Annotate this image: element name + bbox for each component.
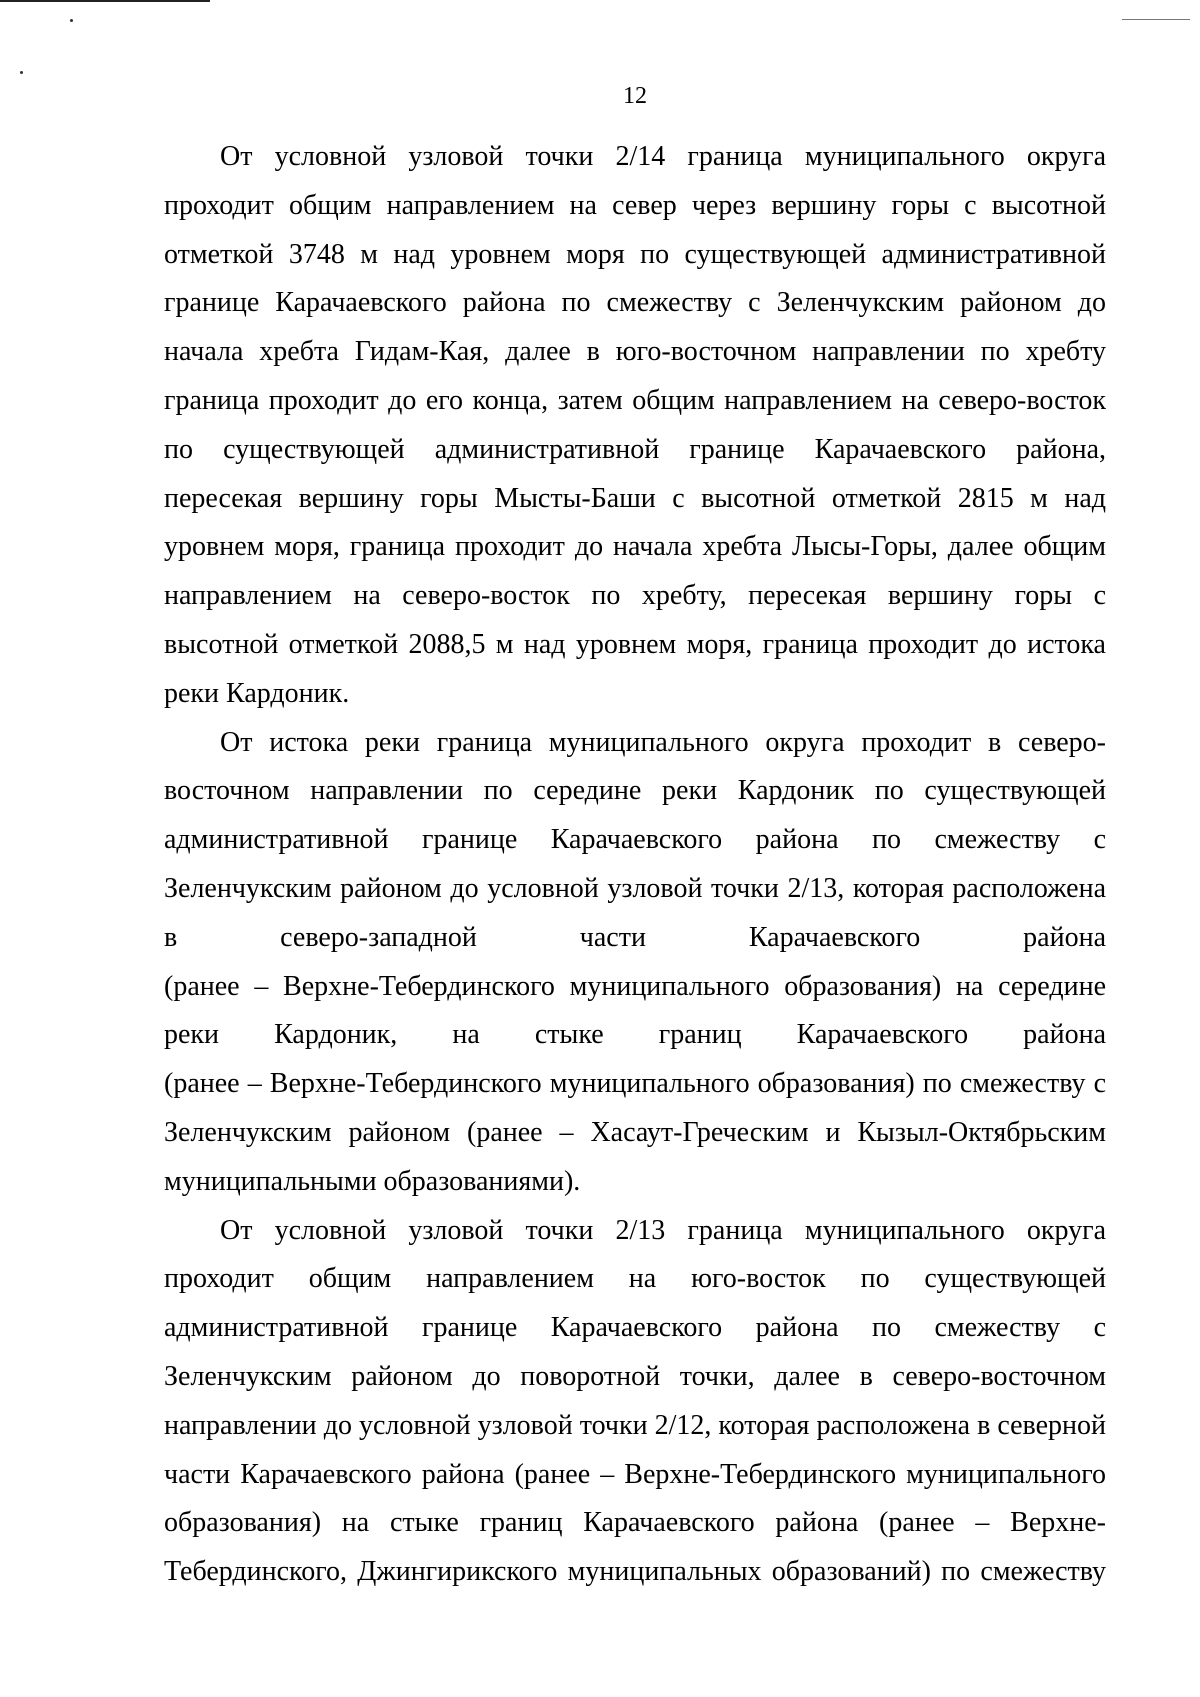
text-line: проходит общим направлением на север через вершину горы с высотной [164, 189, 1106, 221]
text-line: реки Кардоник. [164, 677, 350, 709]
scan-border-line [1122, 19, 1190, 20]
document-body [164, 133, 1106, 1597]
text-line: направлением на северо-восток по хребту, пересекая вершину горы с [164, 580, 1106, 612]
page-number: 12 [623, 83, 647, 109]
text-line: в северо-западной части Карачаевского района [164, 921, 1106, 953]
text-line: От истока реки граница муниципального округа проходит в северо- [220, 726, 1106, 758]
text-line: части Карачаевского района (ранее – Верхне-Тебердинского муниципального [164, 1458, 1106, 1490]
text-line: (ранее – Верхне-Тебердинского муниципального образования) на середине [164, 970, 1106, 1002]
text-line: начала хребта Гидам-Кая, далее в юго-восточном направлении по хребту [164, 336, 1106, 368]
text-line: образования) на стыке границ Карачаевского района (ранее – Верхне- [164, 1507, 1106, 1539]
text-line: Зеленчукским районом до условной узловой точки 2/13, которая расположена [164, 872, 1106, 904]
scan-speck [20, 71, 23, 74]
text-line: восточном направлении по середине реки Кардоник по существующей [164, 775, 1106, 807]
text-line: Зеленчукским районом (ранее – Хасаут-Греческим и Кызыл-Октябрьским [164, 1116, 1106, 1148]
text-line: направлении до условной узловой точки 2/12, которая расположена в северной [164, 1409, 1106, 1441]
text-line: границе Карачаевского района по смежеству с Зеленчукским районом до [164, 287, 1106, 319]
text-line: От условной узловой точки 2/13 граница муниципального округа [220, 1214, 1106, 1246]
text-line: административной границе Карачаевского района по смежеству с [164, 824, 1106, 856]
text-line: высотной отметкой 2088,5 м над уровнем моря, граница проходит до истока [164, 628, 1106, 660]
text-line: по существующей административной границе Карачаевского района, [164, 433, 1106, 465]
text-line: Тебердинского, Джингирикского муниципальных образований) по смежеству [164, 1556, 1106, 1588]
text-line: муниципальными образованиями). [164, 1165, 581, 1197]
text-line: (ранее – Верхне-Тебердинского муниципального образования) по смежеству с [164, 1068, 1106, 1100]
scan-border-line [0, 0, 210, 2]
text-line: административной границе Карачаевского района по смежеству с [164, 1312, 1106, 1344]
text-line: граница проходит до его конца, затем общим направлением на северо-восток [164, 384, 1106, 416]
text-line: реки Кардоник, на стыке границ Карачаевского района [164, 1019, 1106, 1051]
text-line: уровнем моря, граница проходит до начала хребта Лысы-Горы, далее общим [164, 531, 1106, 563]
text-line: проходит общим направлением на юго-восток по существующей [164, 1263, 1106, 1295]
text-line: Зеленчукским районом до поворотной точки, далее в северо-восточном [164, 1360, 1106, 1392]
scan-speck [70, 19, 73, 22]
text-line: От условной узловой точки 2/14 граница муниципального округа [220, 141, 1106, 172]
text-line: отметкой 3748 м над уровнем моря по существующей административной [164, 238, 1106, 270]
text-line: пересекая вершину горы Мысты-Баши с высотной отметкой 2815 м над [164, 482, 1106, 514]
